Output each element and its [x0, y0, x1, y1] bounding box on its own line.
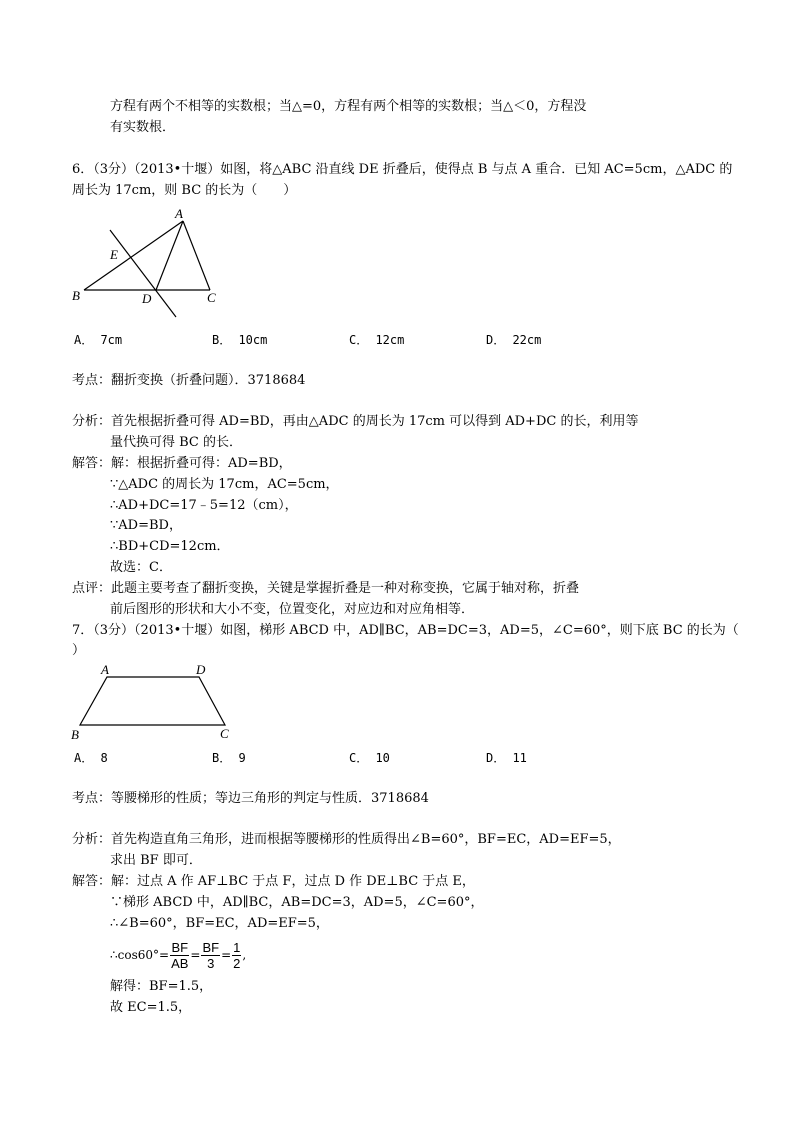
q6-option-c: C． 12cm: [349, 333, 405, 347]
q7-fraction-1-denominator: AB: [171, 955, 189, 971]
q7-cos-equation: [110, 939, 246, 972]
q7-fraction-2-denominator: 3: [207, 955, 215, 971]
intro-line-2: 有实数根．: [110, 120, 176, 135]
q7-option-b: B． 9: [212, 751, 246, 765]
q7-jieda-line-2: ∵梯形 ABCD 中，AD∥BC，AB=DC=3，AD=5，∠C=60°，: [110, 895, 484, 910]
q7-figure-trapezoid: [68, 662, 240, 742]
q6-fenxi-line-2: 量代换可得 BC 的长．: [110, 435, 243, 450]
q7-option-d: D． 11: [486, 751, 527, 765]
q7-trapezoid-abcd: [80, 677, 225, 725]
q7-label-b: B: [71, 727, 79, 742]
q7-jieda-line-1: 解答：解：过点 A 作 AF⊥BC 于点 F，过点 D 作 DE⊥BC 于点 E，: [72, 874, 475, 889]
q6-side-ba: [84, 221, 183, 290]
q6-side-ac: [183, 221, 210, 290]
q6-segment-ad: [156, 221, 183, 290]
q7-jieda-line-3: ∴∠B=60°，BF=EC，AD=EF=5，: [110, 916, 329, 931]
q6-label-d: D: [142, 291, 152, 306]
q7-fraction-3-denominator: 2: [233, 955, 241, 971]
q6-label-b: B: [72, 288, 80, 303]
q6-jieda-line-6: 故选：C．: [110, 560, 172, 575]
q7-jieda-line-4: 解得：BF=1.5，: [110, 979, 213, 994]
q6-jieda-line-2: ∵△ADC 的周长为 17cm，AC=5cm，: [110, 477, 339, 492]
q7-fraction-bf-ab: [170, 940, 189, 971]
q7-jieda-line-5: 故 EC=1.5，: [110, 1000, 192, 1015]
q7-equals-3: =: [221, 948, 232, 962]
q7-fraction-3-numerator: 1: [233, 939, 241, 955]
q7-label-d: D: [196, 662, 206, 677]
q6-option-b: B． 10cm: [212, 333, 268, 347]
q7-equals-2: =: [190, 948, 201, 962]
q6-jieda-line-5: ∴BD+CD=12cm．: [110, 539, 230, 554]
q7-fraction-1-2: [232, 940, 241, 971]
q6-option-d: D． 22cm: [486, 333, 542, 347]
intro-line-1: 方程有两个不相等的实数根；当△=0，方程有两个相等的实数根；当△＜0，方程没: [110, 99, 587, 114]
q6-jieda-line-1: 解答：解：根据折叠可得：AD=BD，: [72, 456, 292, 471]
q6-dianping-line-1: 点评：此题主要考查了翻折变换，关键是掌握折叠是一种对称变换，它属于轴对称，折叠: [72, 581, 580, 596]
q6-jieda-line-4: ∵AD=BD，: [110, 518, 182, 533]
q6-label-e: E: [110, 247, 118, 262]
q7-fraction-1-numerator: BF: [171, 939, 189, 955]
q7-cos-suffix: ,: [242, 948, 247, 962]
q7-option-c: C． 10: [349, 751, 390, 765]
q7-stem-line-2: ）: [72, 643, 86, 658]
q7-kaodian: 考点：等腰梯形的性质；等边三角形的判定与性质．3718684: [72, 791, 429, 806]
q6-kaodian: 考点：翻折变换（折叠问题）．3718684: [72, 373, 306, 388]
q7-label-a: A: [101, 662, 109, 677]
q6-jieda-line-3: ∴AD+DC=17﹣5=12（cm），: [110, 498, 298, 513]
q6-stem-line-1: 6．（3分）（2013•十堰）如图，将△ABC 沿直线 DE 折叠后，使得点 B 与点 A 重合．已知 AC=5cm，△ADC 的: [72, 162, 733, 177]
q7-stem-line-1: 7．（3分）（2013•十堰）如图，梯形 ABCD 中，AD∥BC，AB=DC=3，AD=5，∠C=60°，则下底 BC 的长为（: [72, 623, 739, 638]
q7-label-c: C: [220, 726, 229, 741]
q6-fenxi-line-1: 分析：首先根据折叠可得 AD=BD，再由△ADC 的周长为 17cm 可以得到 AD+DC 的长，利用等: [72, 414, 639, 429]
q6-figure-triangle: [68, 204, 228, 320]
q6-option-a: A． 7cm: [74, 333, 123, 347]
q7-fraction-2-numerator: BF: [202, 939, 220, 955]
q6-stem-line-2: 周长为 17cm，则 BC 的长为（ ）: [72, 183, 297, 198]
q7-option-a: A． 8: [74, 751, 108, 765]
q7-cos-prefix: ∴cos60°: [110, 948, 160, 962]
q6-label-c: C: [207, 290, 216, 305]
q6-label-a: A: [175, 206, 183, 221]
q7-fraction-bf-3: [201, 940, 220, 971]
q7-equals-1: =: [159, 948, 170, 962]
q6-dianping-line-2: 前后图形的形状和大小不变，位置变化，对应边和对应角相等．: [110, 602, 475, 617]
q7-fenxi-line-2: 求出 BF 即可．: [110, 853, 202, 868]
q7-fenxi-line-1: 分析：首先构造直角三角形，进而根据等腰梯形的性质得出∠B=60°，BF=EC，AD=EF=5，: [72, 832, 621, 847]
